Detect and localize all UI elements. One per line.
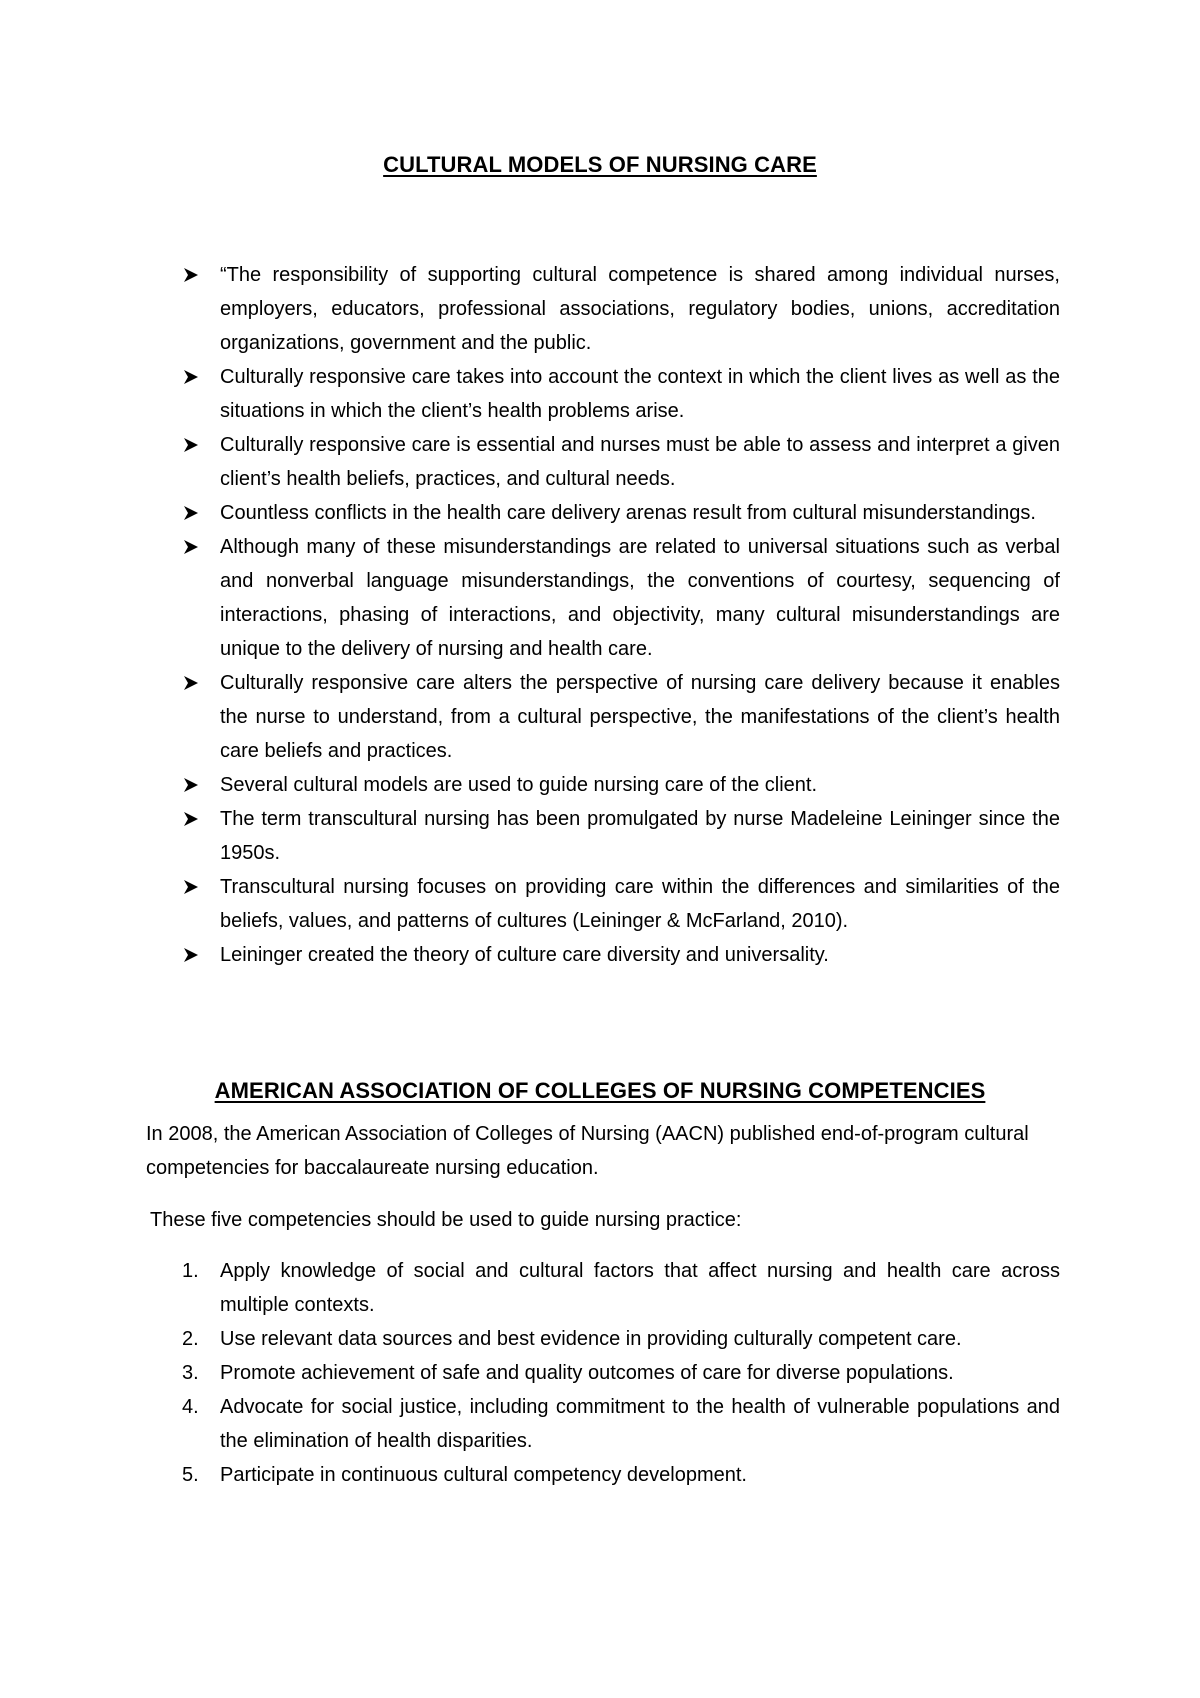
bullet-text: The term transcultural nursing has been promulgated by nurse Madeleine Leininger since the 1950s.	[220, 808, 1060, 864]
competency-text: Advocate for social justice, including commitment to the health of vulnerable populations and the elimination of health disparities.	[220, 1396, 1060, 1452]
bullet-text: Countless conflicts in the health care delivery arenas result from cultural misunderstandings.	[220, 502, 1036, 524]
bullet-text: Culturally responsive care alters the perspective of nursing care delivery because it enables the nurse to understand, from a cultural perspective, the manifestations of the client’s health care beliefs and practices.	[220, 672, 1060, 762]
arrowhead-bullet-icon	[182, 870, 206, 904]
arrowhead-bullet-icon	[182, 666, 206, 700]
bullet-text: Culturally responsive care takes into account the context in which the client lives as well as the situations in which the client’s health problems arise.	[220, 366, 1060, 422]
bullet-item	[182, 258, 1060, 360]
competency-item	[182, 1322, 1060, 1356]
bullet-item	[182, 666, 1060, 768]
bullet-item	[182, 802, 1060, 870]
competency-number: 1.	[182, 1260, 199, 1282]
competency-text: Participate in continuous cultural competency development.	[220, 1464, 747, 1486]
section-heading-cultural-models: CULTURAL MODELS OF NURSING CARE	[383, 152, 817, 177]
bullet-text: Leininger created the theory of culture care diversity and universality.	[220, 944, 829, 966]
bullet-list	[182, 258, 1060, 972]
competency-list	[182, 1254, 1060, 1492]
arrowhead-bullet-icon	[182, 768, 206, 802]
arrowhead-bullet-icon	[182, 802, 206, 836]
bullet-item	[182, 768, 1060, 802]
bullet-text: Transcultural nursing focuses on providing care within the differences and similarities of the beliefs, values, and patterns of cultures (Leininger & McFarland, 2010).	[220, 876, 1060, 932]
arrowhead-bullet-icon	[182, 258, 206, 292]
bullet-text: Several cultural models are used to guide nursing care of the client.	[220, 774, 818, 796]
arrowhead-bullet-icon	[182, 530, 206, 564]
competency-text: Promote achievement of safe and quality outcomes of care for diverse populations.	[220, 1362, 954, 1384]
competency-text: Apply knowledge of social and cultural factors that affect nursing and health care across multiple contexts.	[220, 1260, 1060, 1316]
competency-item	[182, 1254, 1060, 1322]
bullet-item	[182, 530, 1060, 666]
competency-item	[182, 1356, 1060, 1390]
competency-number: 5.	[182, 1464, 199, 1486]
arrowhead-bullet-icon	[182, 938, 206, 972]
lead-in-paragraph: These five competencies should be used to guide nursing practice:	[150, 1209, 742, 1231]
competency-text: Use relevant data sources and best evidence in providing culturally competent care.	[220, 1328, 962, 1350]
bullet-text: Culturally responsive care is essential and nurses must be able to assess and interpret a given client’s health beliefs, practices, and cultural needs.	[220, 434, 1060, 490]
bullet-text: “The responsibility of supporting cultural competence is shared among individual nurses, employers, educators, professional associations, regulatory bodies, unions, accreditation organizations, government and the public.	[220, 264, 1060, 354]
bullet-item	[182, 360, 1060, 428]
competency-item	[182, 1458, 1060, 1492]
bullet-item	[182, 496, 1060, 530]
arrowhead-bullet-icon	[182, 496, 206, 530]
bullet-item	[182, 938, 1060, 972]
bullet-text: Although many of these misunderstandings are related to universal situations such as verbal and nonverbal language misunderstandings, the conventions of courtesy, sequencing of interactions, phasing of interactions, and objectivity, many cultural misunderstandings are unique to the delivery of nursing and health care.	[220, 536, 1060, 660]
arrowhead-bullet-icon	[182, 360, 206, 394]
arrowhead-bullet-icon	[182, 428, 206, 462]
competency-item	[182, 1390, 1060, 1458]
bullet-item	[182, 870, 1060, 938]
intro-paragraph: In 2008, the American Association of Colleges of Nursing (AACN) published end-of-program cultural competencies for baccalaureate nursing education.	[146, 1123, 1029, 1179]
competency-number: 3.	[182, 1362, 199, 1384]
bullet-item	[182, 428, 1060, 496]
competency-number: 4.	[182, 1396, 199, 1418]
competency-number: 2.	[182, 1328, 199, 1350]
section-heading-aacn-competencies: AMERICAN ASSOCIATION OF COLLEGES OF NURSING COMPETENCIES	[214, 1078, 986, 1103]
